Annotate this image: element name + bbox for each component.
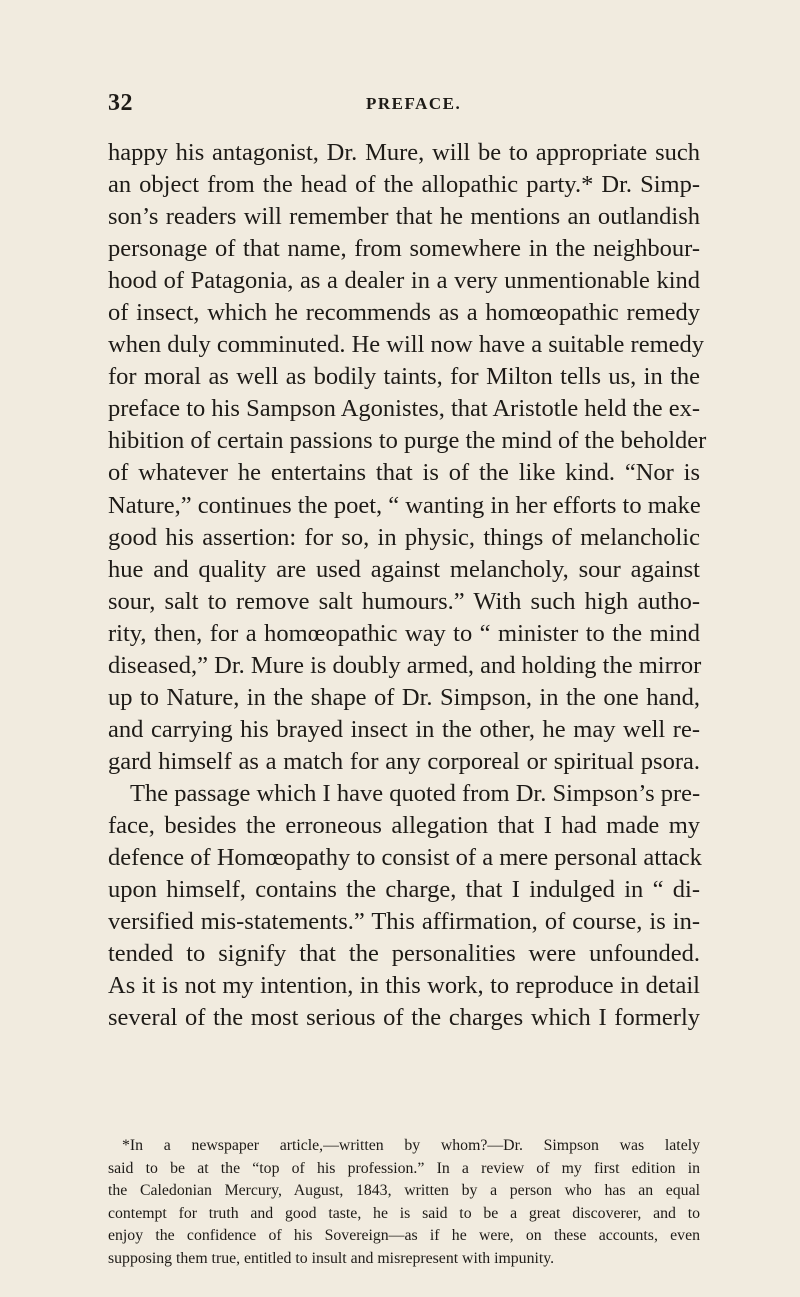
text-line: gard himself as a match for any corporeal or spiritual psora. bbox=[108, 747, 700, 775]
text-line: hood of Patagonia, as a dealer in a very unmentionable kind bbox=[108, 267, 700, 295]
text-line: and carrying his brayed insect in the other, he may well re- bbox=[108, 715, 700, 743]
text-line: an object from the head of the allopathic party.* Dr. Simp- bbox=[108, 171, 700, 199]
text-line: rity, then, for a homœopathic way to “ minister to the mind bbox=[108, 619, 700, 647]
page-number: 32 bbox=[108, 90, 133, 116]
text-line: hue and quality are used against melancholy, sour against bbox=[108, 555, 700, 583]
footnote bbox=[108, 1135, 700, 1271]
footnote-line: said to be at the “top of his profession.” In a review of my first edition in bbox=[108, 1159, 700, 1177]
text-line: son’s readers will remember that he mentions an outlandish bbox=[108, 203, 700, 231]
text-line: several of the most serious of the charges which I formerly bbox=[108, 1004, 700, 1032]
text-line: face, besides the erroneous allegation that I had made my bbox=[108, 811, 700, 839]
text-line: The passage which I have quoted from Dr. Simpson’s pre- bbox=[130, 779, 701, 807]
text-line: versified mis-statements.” This affirmation, of course, is in- bbox=[108, 908, 700, 936]
footnote-line: contempt for truth and good taste, he is said to be a great discoverer, and to bbox=[108, 1204, 700, 1222]
text-line: for moral as well as bodily taints, for Milton tells us, in the bbox=[108, 363, 700, 391]
footnote-line: supposing them true, entitled to insult and misrepresent with impunity. bbox=[108, 1249, 555, 1267]
running-head bbox=[108, 88, 700, 118]
text-line: happy his antagonist, Dr. Mure, will be to appropriate such bbox=[108, 139, 700, 166]
text-line: defence of Homœopathy to consist of a mere personal attack bbox=[108, 844, 702, 872]
footnote-line: enjoy the confidence of his Sovereign—as if he were, on these accounts, even bbox=[108, 1227, 700, 1245]
footnote-line: the Caledonian Mercury, August, 1843, written by a person who has an equal bbox=[108, 1182, 700, 1200]
text-line: good his assertion: for so, in physic, things of melancholic bbox=[108, 523, 700, 551]
text-line: As it is not my intention, in this work, to reproduce in detail bbox=[108, 972, 700, 1000]
text-line: diseased,” Dr. Mure is doubly armed, and holding the mirror bbox=[108, 651, 702, 679]
text-line: tended to signify that the personalities were unfounded. bbox=[108, 940, 700, 968]
text-line: of whatever he entertains that is of the like kind. “Nor is bbox=[108, 459, 700, 487]
text-line: of insect, which he recommends as a homœopathic remedy bbox=[108, 299, 700, 327]
text-line: sour, salt to remove salt humours.” With such high autho- bbox=[108, 587, 700, 615]
footnote-line: *In a newspaper article,—written by whom?—Dr. Simpson was lately bbox=[122, 1137, 700, 1154]
text-line: personage of that name, from somewhere in the neighbour- bbox=[108, 235, 700, 263]
header-title: PREFACE. bbox=[366, 94, 462, 113]
text-line: upon himself, contains the charge, that I indulged in “ di- bbox=[108, 876, 700, 904]
text-line: when duly comminuted. He will now have a suitable remedy bbox=[108, 331, 705, 359]
text-line: preface to his Sampson Agonistes, that Aristotle held the ex- bbox=[108, 395, 700, 423]
text-line: Nature,” continues the poet, “ wanting in her efforts to make bbox=[108, 491, 701, 519]
text-line: up to Nature, in the shape of Dr. Simpson, in the one hand, bbox=[108, 683, 700, 711]
body-text bbox=[108, 137, 707, 1034]
text-line: hibition of certain passions to purge the mind of the beholder bbox=[108, 427, 707, 455]
